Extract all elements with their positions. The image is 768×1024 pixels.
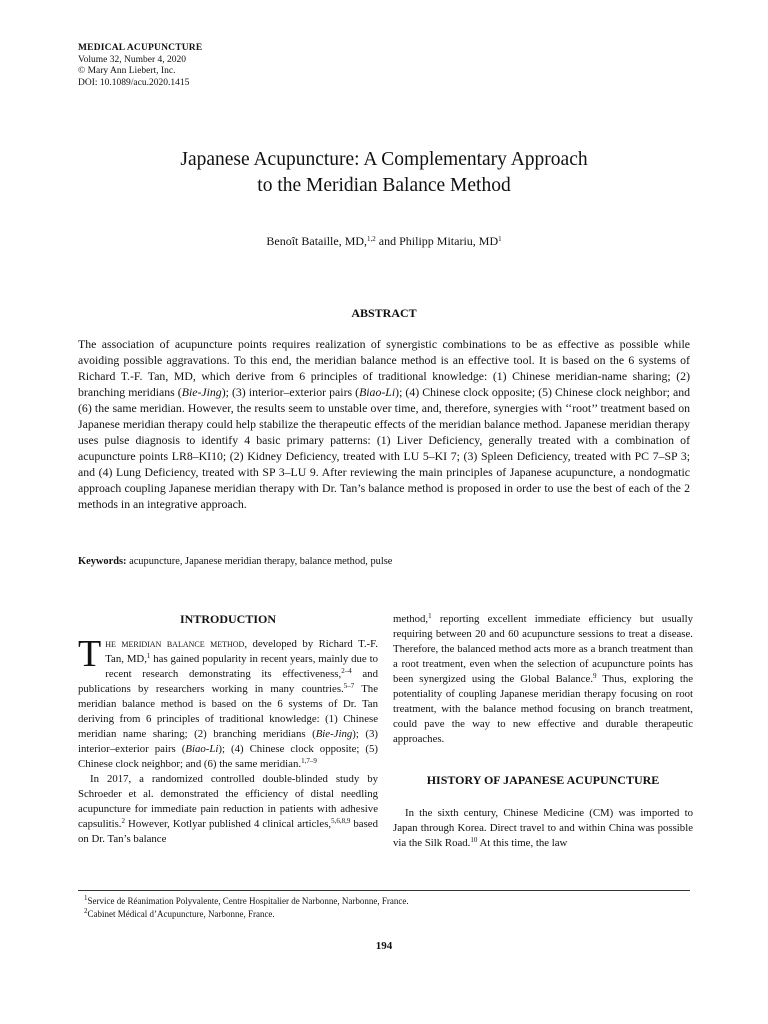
- intro-text-4: The meridian balance method is based on the 6 systems of Dr. Tan deriving from 6 principles of traditional knowledge: (1) Chinese meridian name sharing; (2) branching meridians (: [78, 683, 379, 740]
- footnote-1-marker: 1: [84, 894, 88, 902]
- keywords-label: Keywords:: [78, 556, 127, 567]
- right-text-3: Thus, exploring the potentiality of coupling Japanese meridian therapy focusing on root treatment, with the balance method focusing on branch treatment, could pave the way to new effective and durable therapeutic approaches.: [393, 673, 694, 745]
- right-column: [393, 612, 693, 851]
- footnote-2: [84, 908, 409, 921]
- history-heading: HISTORY OF JAPANESE ACUPUNCTURE: [426, 773, 660, 787]
- introduction-paragraph-3: [393, 612, 693, 747]
- author-1-name: Benoît Bataille, MD,: [266, 234, 368, 248]
- intro-term-biao-li: Biao-Li: [185, 743, 219, 755]
- author-2-name: and Philipp Mitariu, MD: [375, 234, 499, 248]
- history-text-1: In the sixth century, Chinese Medicine (CM) was imported to Japan through Korea. Direct travel to and within China was possible via the Silk Road.: [393, 807, 693, 849]
- right-text-1: method,: [393, 613, 429, 625]
- citation: 1: [428, 612, 432, 620]
- intro-p2-text-1: In 2017, a randomized controlled double-blinded study by Schroeder et al. demonstrated the efficiency of distal needling acupuncture for immediate pain reduction in patients with adhesive capsulitis.: [78, 773, 378, 830]
- introduction-paragraph-1: [78, 633, 379, 772]
- footnotes: [84, 895, 409, 920]
- journal-copyright: © Mary Ann Liebert, Inc.: [78, 66, 176, 77]
- citation: 10: [470, 836, 478, 844]
- left-column: [78, 612, 378, 847]
- abstract-part-2: ); (3) interior–exterior pairs (: [221, 385, 360, 399]
- journal-doi: DOI: 10.1089/acu.2020.1415: [78, 77, 190, 88]
- abstract-text: [78, 336, 690, 512]
- citation: 1: [146, 652, 151, 660]
- footnote-2-marker: 2: [84, 906, 88, 915]
- author-list: [0, 234, 768, 249]
- citation: 5–7: [343, 682, 355, 690]
- abstract-part-3: ); (4) Chinese clock opposite; (5) Chinese clock neighbor; and (6) the same meridian. However, the results seem to unstable over time, and, therefore, synergies with ‘‘root’’ treatment based on Japanese meridian therapy could help stabilize the therapeutic effects of the meridian balance method. Japanese meridian therapy uses pulse diagnosis to identify 4 basic primary patterns: (1) Liver Deficiency, generally treated with a combination of acupuncture points LR8–KI10; (2) Kidney Deficiency, treated with LU 5–KI 7; (3) Spleen Deficiency, treated with PC 7–SP 3; and (4) Lung Deficiency, treated with SP 3–LU 9. After reviewing the main principles of Japanese acupuncture, a nondogmatic approach coupling Japanese meridian therapy with Dr. Tan’s balance method is proposed in order to use the best of each of the 2 methods in an integrative approach.: [78, 385, 690, 511]
- author-2-affiliation: 1: [498, 235, 502, 243]
- keywords-list: acupuncture, Japanese meridian therapy, balance method, pulse: [126, 556, 393, 567]
- title-line-1: Japanese Acupuncture: A Complementary Approach: [180, 149, 588, 170]
- footnote-2-text: Cabinet Médical d’Acupuncture, Narbonne, France.: [87, 908, 275, 919]
- journal-name: MEDICAL ACUPUNCTURE: [78, 43, 203, 53]
- footnote-1-text: Service de Réanimation Polyvalente, Centre Hospitalier de Narbonne, Narbonne, France.: [87, 896, 409, 906]
- right-text-2: reporting excellent immediate efficiency but usually requiring between 20 and 60 acupuncture sessions to treat a disease. Therefore, the balanced method acts more as a branch treatment than a root treatment, even when the selection of acupuncture points has been synergized using the Global Balance.: [393, 613, 693, 685]
- footnote-divider: [78, 890, 690, 891]
- intro-text-5: ); (3) interior–exterior pairs (: [78, 728, 379, 755]
- abstract-term-bie-jing: Bie-Jing: [181, 385, 222, 399]
- journal-info: [78, 43, 202, 89]
- journal-volume: Volume 32, Number 4, 2020: [78, 54, 187, 65]
- intro-text-3: and publications by researchers working in many countries.: [78, 668, 378, 695]
- introduction-heading: INTRODUCTION: [179, 612, 276, 626]
- lead-in-smallcaps: he meridian balance method: [105, 638, 245, 650]
- keywords: [78, 556, 690, 567]
- citation: 2–4: [341, 667, 352, 675]
- abstract-part-1: The association of acupuncture points requires realization of synergistic combinations to be as effective as possible while avoiding possible aggravations. To this end, the meridian balance method is an effective tool. It is based on the 6 systems of Richard T.-F. Tan, MD, which derive from 6 principles of traditional knowledge: (1) Chinese meridian-name sharing; (2) branching meridians (: [78, 337, 690, 399]
- introduction-paragraph-2: [78, 772, 378, 847]
- intro-p2-text-3: based on Dr. Tan’s balance: [78, 818, 378, 845]
- intro-text-6: ); (4) Chinese clock opposite; (5) Chinese clock neighbor; and (6) the same meridian.: [78, 743, 378, 770]
- abstract-term-biao-li: Biao-Li: [359, 385, 396, 399]
- citation: 9: [593, 672, 597, 680]
- author-1-affiliation: 1,2: [367, 235, 376, 243]
- drop-cap: T: [78, 633, 102, 675]
- citation: 5,6,8,9: [331, 817, 351, 825]
- intro-text-1: , developed by Richard T.-F. Tan, MD,: [105, 638, 378, 665]
- abstract-heading: ABSTRACT: [351, 306, 417, 320]
- intro-term-bie-jing: Bie-Jing: [315, 728, 353, 740]
- history-paragraph-1: [393, 806, 693, 851]
- history-text-2: At this time, the law: [477, 837, 568, 849]
- citation: 1,7–9: [301, 757, 317, 765]
- page-number: 194: [375, 940, 393, 952]
- citation: 2: [121, 817, 125, 825]
- intro-p2-text-2: However, Kotlyar published 4 clinical articles,: [124, 818, 332, 830]
- title-line-2: to the Meridian Balance Method: [257, 175, 511, 196]
- intro-text-2: has gained popularity in recent years, mainly due to recent research demonstrating its effectiveness,: [105, 653, 378, 680]
- footnote-1: [84, 895, 409, 908]
- article-title: [0, 147, 768, 199]
